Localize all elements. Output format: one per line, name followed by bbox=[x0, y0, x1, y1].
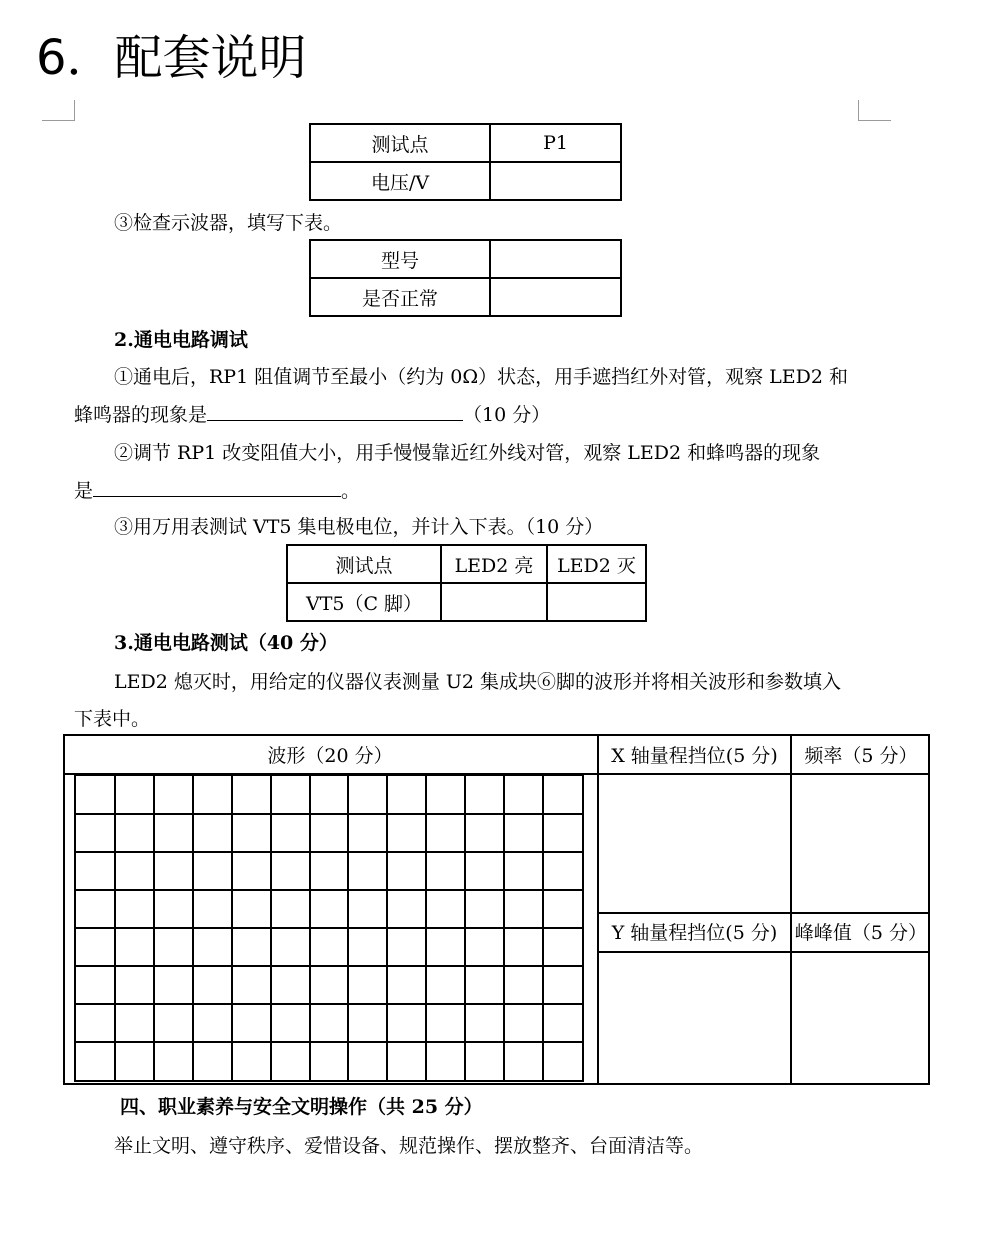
vt5-test-table bbox=[286, 544, 647, 622]
y-scale-answer-area[interactable] bbox=[600, 954, 789, 1083]
section-2-paragraph-3: ③用万用表测试 VT5 集电极电位，并计入下表。（10 分） bbox=[114, 516, 604, 538]
section-2-paragraph-2-line-1: ②调节 RP1 改变阻值大小，用手慢慢靠近红外线对管，观察 LED2 和蜂鸣器的现象 bbox=[114, 442, 821, 464]
table-cell-input[interactable] bbox=[547, 583, 646, 621]
x-scale-header: X 轴量程挡位(5 分) bbox=[611, 745, 778, 767]
answer-prompt: 是 bbox=[74, 480, 94, 502]
table-header-cell: LED2 亮 bbox=[441, 545, 547, 583]
grid-line-horizontal bbox=[76, 927, 582, 929]
grid-line-horizontal bbox=[76, 965, 582, 967]
grid-line-horizontal bbox=[76, 889, 582, 891]
table-cell-input[interactable] bbox=[490, 278, 621, 316]
page-corner-mark-right bbox=[858, 100, 891, 121]
page-corner-mark-left bbox=[42, 100, 75, 121]
score-label: （10 分） bbox=[463, 404, 551, 426]
oscilloscope-check-instruction: ③检查示波器，填写下表。 bbox=[114, 212, 343, 234]
table-cell-input[interactable] bbox=[490, 240, 621, 278]
y-scale-header: Y 轴量程挡位(5 分) bbox=[611, 922, 778, 944]
section-3-paragraph-line-2: 下表中。 bbox=[74, 708, 151, 730]
table-cell: 型号 bbox=[310, 240, 490, 278]
table-cell: VT5（C 脚） bbox=[287, 583, 441, 621]
answer-prompt: 蜂鸣器的现象是 bbox=[74, 404, 208, 426]
section-2-paragraph-1-line-1: ①通电后，RP1 阻值调节至最小（约为 0Ω）状态，用手遮挡红外对管，观察 LED2 和 bbox=[114, 366, 848, 388]
frequency-header: 频率（5 分） bbox=[804, 745, 918, 767]
table-header-cell: 测试点 bbox=[287, 545, 441, 583]
table-divider bbox=[597, 951, 930, 953]
x-scale-answer-area[interactable] bbox=[600, 776, 789, 911]
table-header-cell: LED2 灭 bbox=[547, 545, 646, 583]
table-cell: P1 bbox=[490, 124, 621, 162]
grid-line-horizontal bbox=[76, 1041, 582, 1043]
grid-line-horizontal bbox=[76, 1003, 582, 1005]
section-2-heading: 2.通电电路调试 bbox=[114, 329, 248, 351]
peak-to-peak-header: 峰峰值（5 分） bbox=[794, 922, 928, 944]
table-cell-input[interactable] bbox=[490, 162, 621, 200]
section-2-paragraph-2-line-2 bbox=[74, 476, 360, 505]
table-divider bbox=[597, 734, 599, 1085]
waveform-header: 波形（20 分） bbox=[267, 745, 393, 767]
oscilloscope-check-table bbox=[309, 239, 622, 317]
table-cell: 电压/V bbox=[310, 162, 490, 200]
table-divider bbox=[597, 912, 930, 914]
section-2-paragraph-1-line-2 bbox=[74, 400, 550, 429]
table-cell: 测试点 bbox=[310, 124, 490, 162]
voltage-test-table bbox=[309, 123, 622, 201]
table-divider bbox=[790, 734, 792, 1085]
grid-line-horizontal bbox=[76, 813, 582, 815]
grid-line-horizontal bbox=[76, 851, 582, 853]
frequency-answer-area[interactable] bbox=[793, 776, 929, 911]
section-4-heading: 四、职业素养与安全文明操作（共 25 分） bbox=[120, 1096, 483, 1118]
period: 。 bbox=[341, 480, 361, 502]
page-title: 6．配套说明 bbox=[36, 30, 307, 86]
table-cell: 是否正常 bbox=[310, 278, 490, 316]
section-3-paragraph-line-1: LED2 熄灭时，用给定的仪器仪表测量 U2 集成块⑥脚的波形并将相关波形和参数填入 bbox=[114, 671, 842, 693]
section-4-text: 举止文明、遵守秩序、爱惜设备、规范操作、摆放整齐、台面清洁等。 bbox=[114, 1135, 704, 1157]
answer-blank[interactable] bbox=[207, 400, 463, 421]
peak-to-peak-answer-area[interactable] bbox=[793, 954, 929, 1083]
answer-blank[interactable] bbox=[93, 476, 341, 497]
table-cell-input[interactable] bbox=[441, 583, 547, 621]
section-3-heading: 3.通电电路测试（40 分） bbox=[114, 632, 338, 654]
waveform-drawing-grid[interactable] bbox=[74, 774, 584, 1082]
